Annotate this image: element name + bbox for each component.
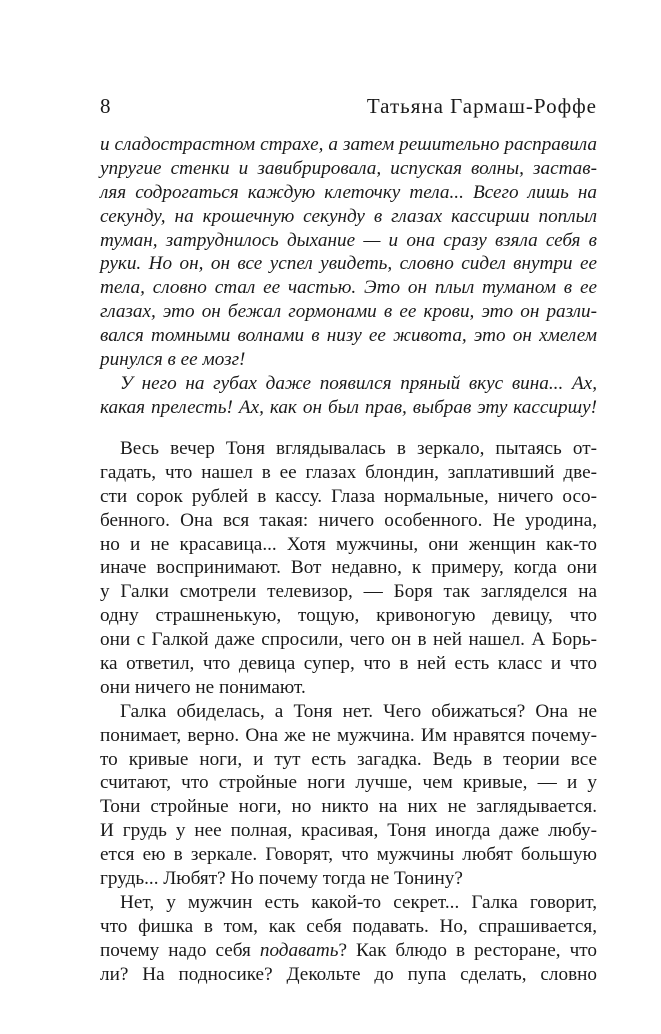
text-line: И грудь у нее полная, красивая, Тоня иногда даже любу- xyxy=(100,820,597,842)
text-line: вался томными волнами в низу ее живота, это он хмелем xyxy=(100,325,597,347)
text-line: тела, словно стал ее частью. Это он плыл туманом в ее xyxy=(100,277,597,299)
main-passage xyxy=(100,437,597,986)
text-line: Весь вечер Тоня вглядывалась в зеркало, пытаясь от- xyxy=(120,438,597,459)
text-line: гадать, что нашел в ее глазах блондин, заплативший две- xyxy=(100,461,597,483)
text-line: бенного. Она вся такая: ничего особенного. Не уродина, xyxy=(100,509,597,531)
text-line: ется ею в зеркале. Говорят, что мужчины любят большую xyxy=(100,844,597,866)
emphasized-word: подавать xyxy=(259,939,339,961)
page-header xyxy=(100,94,597,122)
text-fragment: почему надо себя xyxy=(100,939,260,961)
text-line: У него на губах даже появился пряный вкус вина... Ах, xyxy=(120,372,597,394)
running-head: Татьяна Гармаш-Роффе xyxy=(366,94,597,118)
text-line: и сладострастном страхе, а затем решительно расправила xyxy=(100,134,597,155)
text-fragment: ? Как блюдо в ресторане, что xyxy=(338,939,597,961)
text-line xyxy=(100,939,597,963)
text-line: то кривые ноги, и тут есть загадка. Ведь в теории все xyxy=(100,748,597,770)
italic-passage xyxy=(100,133,597,420)
text-line: ринулся в ее мозг! xyxy=(100,349,246,371)
text-line: понимает, верно. Она же не мужчина. Им нравятся почему- xyxy=(100,724,597,746)
text-line: ка ответил, что девица супер, что в ней есть класс и что xyxy=(100,653,597,675)
text-line: глазах, это он бежал гормонами в ее крови, это он разли- xyxy=(100,301,597,323)
text-line: считают, что стройные ноги лучше, чем кривые, — и у xyxy=(100,772,597,794)
text-line: что фишка в том, как себя подавать. Но, спрашивается, xyxy=(100,915,597,937)
text-line: ляя содрогаться каждую клеточку тела... Всего лишь на xyxy=(100,181,597,203)
text-line: какая прелесть! Ах, как он был прав, выбрав эту кассиршу! xyxy=(100,396,597,418)
text-line: они с Галкой даже спросили, чего он в ней нашел. А Борь- xyxy=(100,629,597,651)
text-line: но и не красавица... Хотя мужчины, они женщин как-то xyxy=(100,533,597,555)
text-line: секунду, на крошечную секунду в глазах кассирши поплыл xyxy=(100,205,597,227)
text-line: упругие стенки и завибрировала, испуская волны, застав- xyxy=(100,157,597,179)
text-line: у Галки смотрели телевизор, — Боря так загляделся на xyxy=(100,581,597,603)
text-line: Тони стройные ноги, но никто на них не заглядывается. xyxy=(100,796,597,818)
text-line: одну страшненькую, тощую, кривоногую девицу, что xyxy=(100,605,597,627)
text-line: туман, затруднилось дыхание — и она сразу взяла себя в xyxy=(100,229,597,251)
text-line: иначе воспринимают. Вот недавно, к примеру, когда они xyxy=(100,557,597,579)
text-line: грудь... Любят? Но почему тогда не Тонину? xyxy=(100,868,463,890)
text-line: они ничего не понимают. xyxy=(100,676,306,698)
text-line: сти сорок рублей в кассу. Глаза нормальные, ничего осо- xyxy=(100,485,597,507)
text-line: Галка обиделась, а Тоня нет. Чего обижаться? Она не xyxy=(120,700,597,722)
text-line: руки. Но он, он все успел увидеть, словно сидел внутри ее xyxy=(100,253,597,275)
text-line: ли? На подносике? Декольте до пупа сделать, словно xyxy=(100,963,597,985)
text-line: Нет, у мужчин есть какой-то секрет... Галка говорит, xyxy=(120,891,597,913)
page-number: 8 xyxy=(100,94,111,118)
